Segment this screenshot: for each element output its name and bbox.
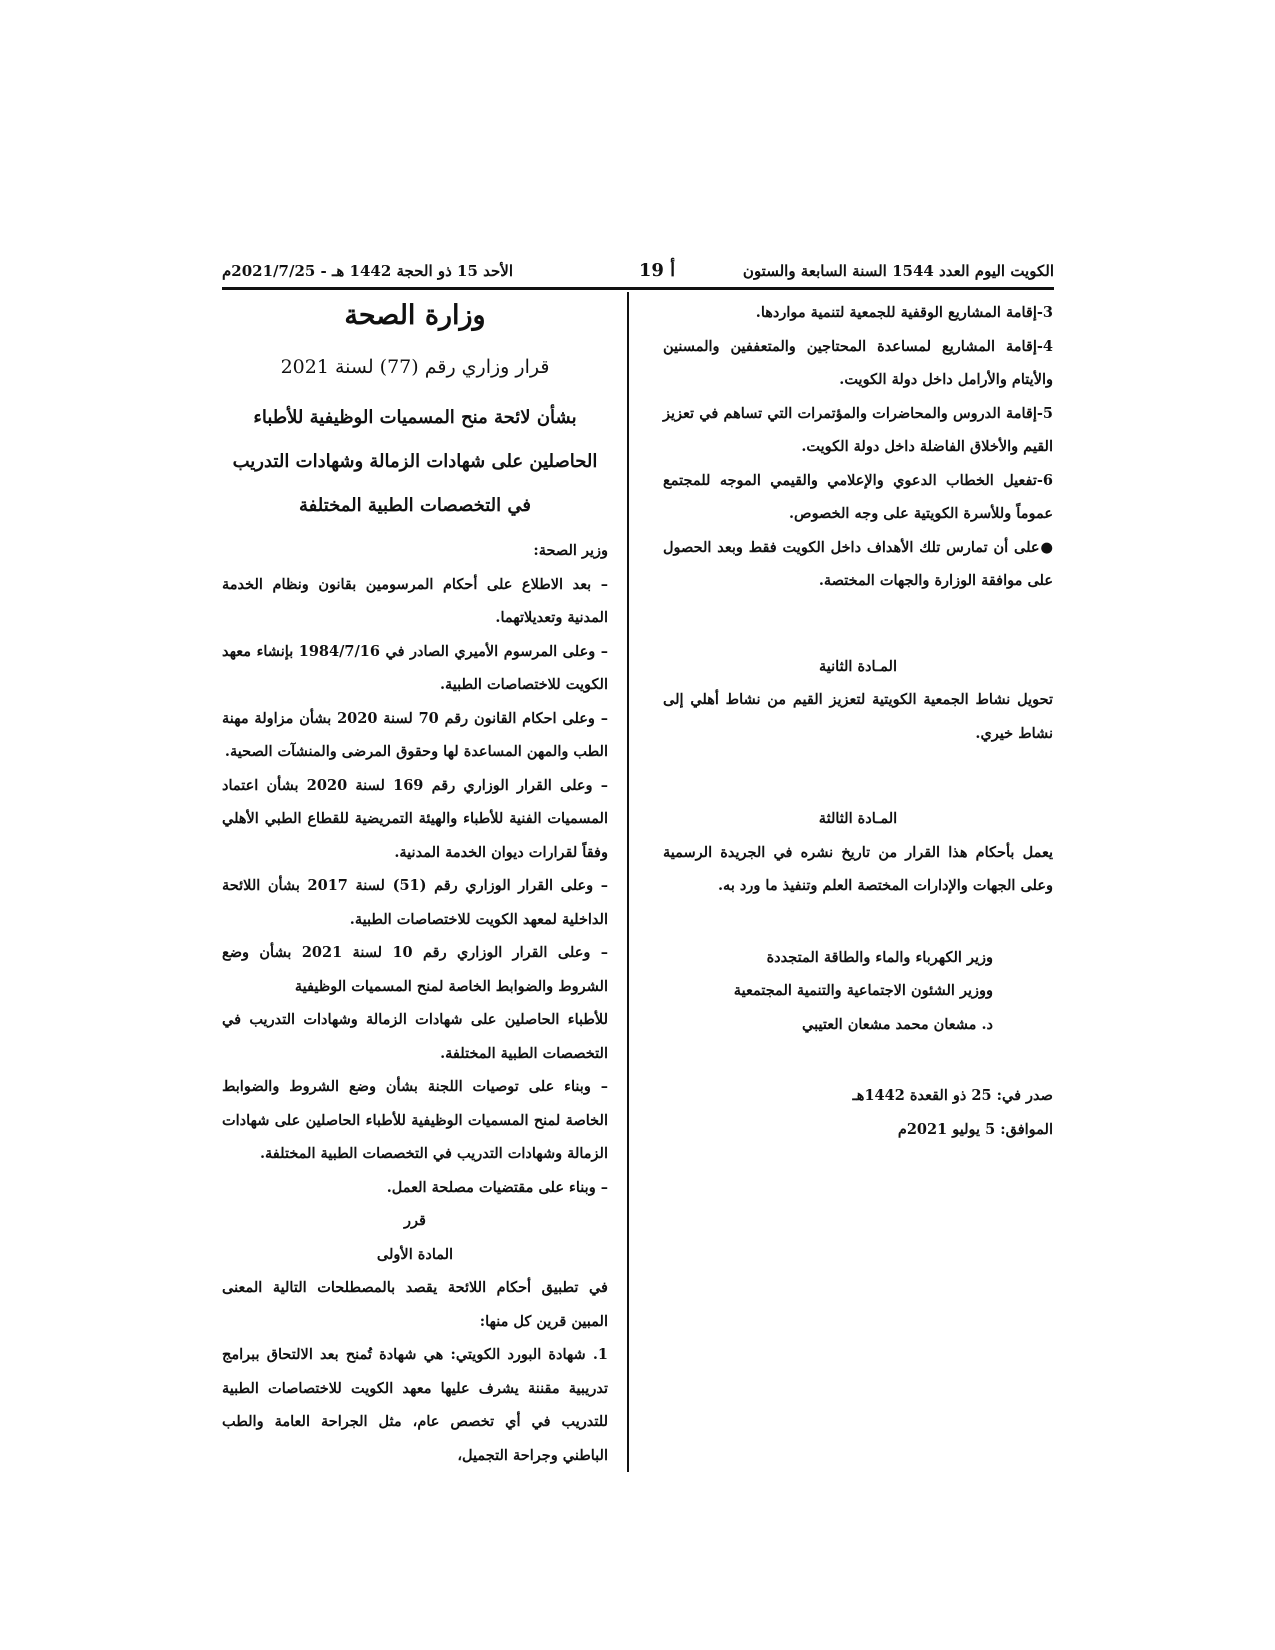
decree-subject: بشأن لائحة منح المسميات الوظيفية للأطباء الحاصلين على شهادات الزمالة وشهادات التدريب في التخصصات الطبية المختلفة [232,407,598,516]
signature-line: ووزير الشئون الاجتماعية والتنمية المجتمعية [733,982,993,999]
preamble-paragraph: – وبناء على توصيات اللجنة بشأن وضع الشروط والضوابط الخاصة لمنح المسميات الوظيفية للأطباء الحاصلين على شهادات الزمالة وشهادات التدريب في التخصصات الطبية المختلفة. [222,1078,608,1162]
left-column [222,296,608,1472]
preamble-paragraph: – وعلى القرار الوزاري رقم 10 لسنة 2021 بشأن وضع الشروط والضوابط الخاصة لمنح المسميات الوظيفية [222,944,608,995]
list-item: ●على أن تمارس تلك الأهداف داخل الكويت فقط وبعد الحصول على موافقة الوزارة والجهات المختصة. [663,538,1053,589]
minister-label: وزير الصحة: [533,542,608,559]
preamble-paragraph: – وعلى القرار الوزاري رقم 169 لسنة 2020 بشأن اعتماد المسميات الفنية للأطباء والهيئة التمريضية للقطاع الطبي الأهلي وفقاً لقرارات ديوان الخدمة المدنية. [222,776,608,861]
article-1-heading: المادة الأولى [376,1245,454,1263]
header-rule [222,287,1054,290]
preamble-paragraph: – وبناء على مقتضيات مصلحة العمل. [386,1178,608,1196]
definition-1: 1. شهادة البورد الكويتي: هي شهادة تُمنح بعد الالتحاق ببرامج تدريبية مقننة يشرف عليها معهد الكويت للاختصاصات الطبية للتدريب في أي تخصص عام، مثل الجراحة العامة والطب الباطني وجراحة التجميل، [222,1346,608,1464]
preamble-paragraph: – وعلى المرسوم الأميري الصادر في 1984/7/16 بإنشاء معهد الكويت للاختصاصات الطبية. [222,642,608,693]
decree-title: قرار وزاري رقم (77) لسنة 2021 [280,356,550,378]
header-date: الأحد 15 ذو الحجة 1442 هـ - 2021/7/25م [222,262,513,280]
preamble-paragraph: – وعلى احكام القانون رقم 70 لسنة 2020 بشأن مزاولة مهنة الطب والمهن المساعدة لها وحقوق المرضى والمنشآت الصحية. [222,709,608,760]
issue-date: صدر في: 25 ذو القعدة 1442هـ [852,1087,1053,1104]
column-divider [627,292,629,1472]
list-item: 3-إقامة المشاريع الوقفية للجمعية لتنمية مواردها. [755,304,1053,321]
ministry-title: وزارة الصحة [344,300,486,331]
article-1-text: في تطبيق أحكام اللائحة يقصد بالمصطلحات التالية المعنى المبين قرين كل منها: [222,1279,608,1330]
article-3-heading: المـادة الثالثة [818,810,898,827]
preamble-paragraph: للأطباء الحاصلين على شهادات الزمالة وشهادات التدريب في التخصصات الطبية المختلفة. [222,1011,608,1062]
page-header [222,258,1054,288]
article-2-text: تحويل نشاط الجمعية الكويتية لتعزيز القيم من نشاط أهلي إلى نشاط خيري. [663,691,1053,742]
signature-name: د. مشعان محمد مشعان العتيبي [802,1015,993,1033]
decided-heading: قرر [404,1212,426,1229]
corresponding-date: الموافق: 5 يوليو 2021م [897,1120,1053,1138]
signature-line: وزير الكهرباء والماء والطاقة المتجددة [766,948,993,966]
list-item: 5-إقامة الدروس والمحاضرات والمؤتمرات التي تساهم في تعزيز القيم والأخلاق الفاضلة داخل دولة الكويت. [663,404,1053,455]
header-page-number: أ 19 [638,260,676,281]
list-item: 6-تفعيل الخطاب الدعوي والإعلامي والقيمي الموجه للمجتمع عموماً وللأسرة الكويتية على وجه الخصوص. [663,471,1053,522]
right-column [663,296,1053,1146]
article-3-text: يعمل بأحكام هذا القرار من تاريخ نشره في الجريدة الرسمية وعلى الجهات والإدارات المختصة العلم وتنفيذ ما ورد به. [663,843,1053,894]
header-issue-info: الكويت اليوم العدد 1544 السنة السابعة والستون [742,262,1054,280]
list-item: 4-إقامة المشاريع لمساعدة المحتاجين والمتعففين والمسنين والأيتام والأرامل داخل دولة الكويت. [663,337,1053,388]
preamble-paragraph: – وعلى القرار الوزاري رقم (51) لسنة 2017 بشأن اللائحة الداخلية لمعهد الكويت للاختصاصات الطبية. [222,877,609,928]
preamble-paragraph: – بعد الاطلاع على أحكام المرسومين بقانون ونظام الخدمة المدنية وتعديلاتهما. [222,575,608,626]
article-2-heading: المـادة الثانية [818,657,898,675]
